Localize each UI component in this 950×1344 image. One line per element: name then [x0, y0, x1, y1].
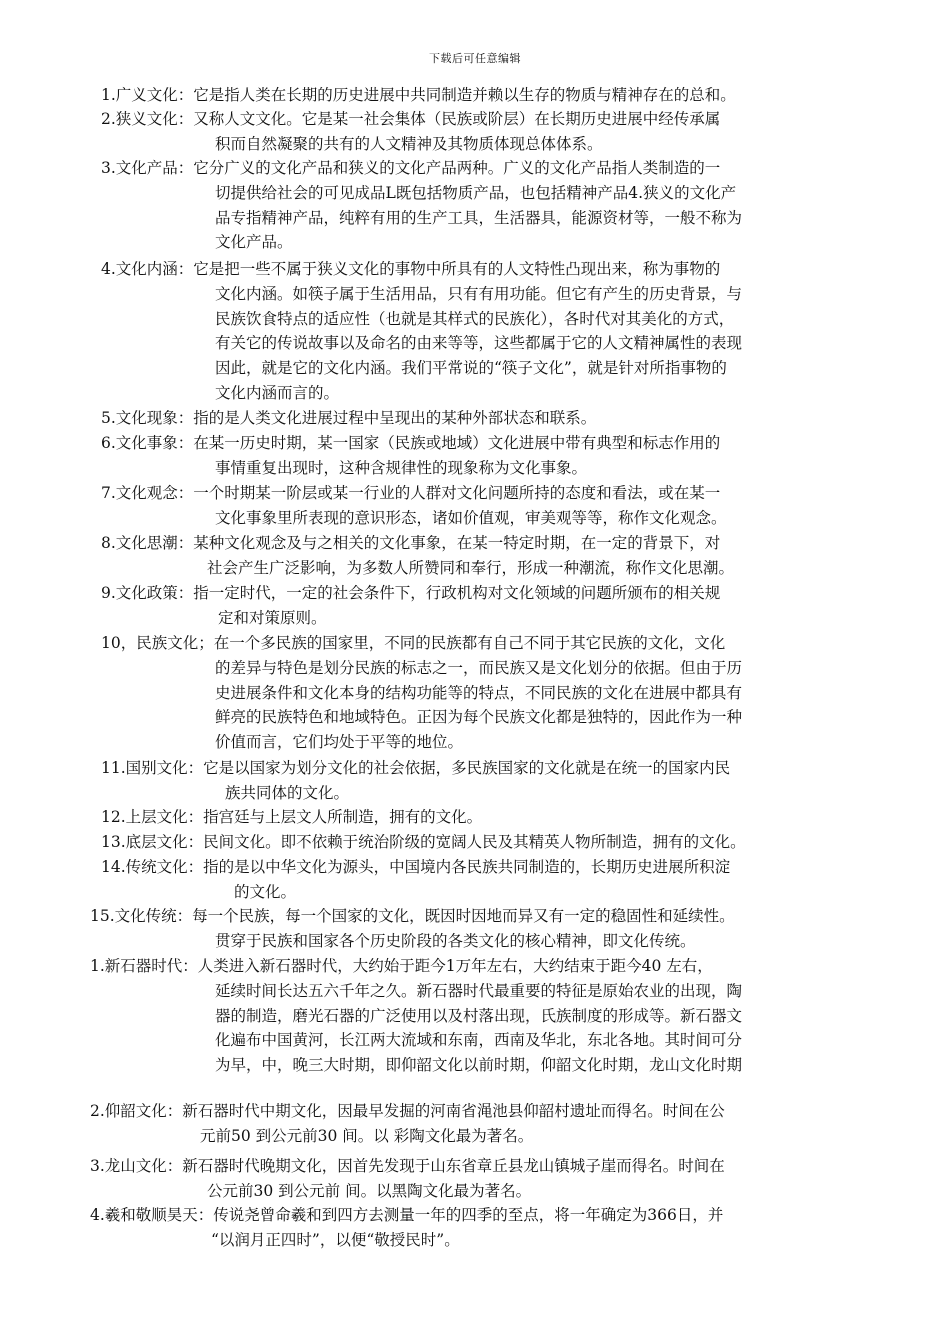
entry-first-line: 4.羲和敬顺昊天：传说尧曾命羲和到四方去测量一年的四季的至点，将一年确定为366日，并: [90, 1206, 724, 1224]
entry-continuation-line: 化遍布中国黄河，长江两大流域和东南，西南及华北，东北各地。其时间可分: [215, 1031, 743, 1050]
entry-continuation-line: 社会产生广泛影响，为多数人所赞同和奉行，形成一种潮流，称作文化思潮。: [207, 558, 735, 577]
entry-continuation-line: 事情重复出现时，这种含规律性的现象称为文化事象。: [215, 458, 588, 477]
entry-first-line: 3.文化产品：它分广义的文化产品和狭义的文化产品两种。广义的文化产品指人类制造的一: [101, 159, 721, 177]
entry-continuation-line: “以润月正四时”，以便“敬授民时”。: [211, 1230, 460, 1249]
entry-first-line: 1.广义文化：它是指人类在长期的历史进展中共同制造并赖以生存的物质与精神存在的总和。: [101, 86, 736, 104]
entry-first-line: 12.上层文化：指宫廷与上层文人所制造，拥有的文化。: [101, 808, 483, 826]
entry-continuation-line: 定和对策原则。: [218, 608, 327, 627]
entry-continuation-line: 民族饮食特点的适应性（也就是其样式的民族化），各时代对其美化的方式，: [215, 309, 735, 328]
entry-continuation-line: 切提供给社会的可见成品L既包括物质产品，也包括精神产品4.狭义的文化产: [215, 183, 737, 202]
page-header: 下载后可任意编辑: [429, 52, 521, 65]
entry-continuation-line: 文化事象里所表现的意识形态，诸如价值观，审美观等等，称作文化观念。: [215, 508, 727, 527]
entry-first-line: 1.新石器时代：人类进入新石器时代，大约始于距今1万年左右，大约结束于距今40 左右，: [90, 957, 713, 975]
entry-continuation-line: 积而自然凝聚的共有的人文精神及其物质体现总体体系。: [215, 134, 603, 153]
entry-first-line: 13.底层文化：民间文化。即不依赖于统治阶级的宽阔人民及其精英人物所制造，拥有的文化。: [101, 833, 746, 851]
entry-continuation-line: 因此，就是它的文化内涵。我们平常说的“筷子文化”，就是针对所指事物的: [215, 359, 727, 378]
entry-first-line: 14.传统文化：指的是以中华文化为源头，中国境内各民族共同制造的，长期历史进展所积淀: [101, 858, 731, 876]
entry-first-line: 6.文化事象：在某一历史时期，某一国家（民族或地域）文化进展中带有典型和标志作用的: [101, 434, 721, 452]
entry-continuation-line: 价值而言，它们均处于平等的地位。: [215, 733, 464, 752]
entry-continuation-line: 鲜亮的民族特色和地域特色。正因为每个民族文化都是独特的，因此作为一种: [215, 708, 743, 727]
entry-continuation-line: 史进展条件和文化本身的结构功能等的特点，不同民族的文化在进展中都具有: [215, 683, 743, 702]
entry-continuation-line: 贯穿于民族和国家各个历史阶段的各类文化的核心精神，即文化传统。: [215, 931, 696, 950]
entry-first-line: 2.仰韶文化：新石器时代中期文化，因最早发掘的河南省渑池县仰韶村遗址而得名。时间在公: [90, 1102, 725, 1120]
entry-first-line: 3.龙山文化：新石器时代晚期文化，因首先发现于山东省章丘县龙山镇城子崖而得名。时间在: [90, 1157, 725, 1175]
entry-continuation-line: 族共同体的文化。: [225, 783, 350, 802]
entry-continuation-line: 文化内涵。如筷子属于生活用品，只有有用功能。但它有产生的历史背景，与: [215, 284, 743, 303]
entry-first-line: 8.文化思潮：某种文化观念及与之相关的文化事象，在某一特定时期，在一定的背景下，对: [101, 534, 721, 552]
entry-first-line: 4.文化内涵：它是把一些不属于狭义文化的事物中所具有的人文特性凸现出来，称为事物的: [101, 260, 721, 278]
entry-first-line: 15.文化传统：每一个民族，每一个国家的文化，既因时因地而异又有一定的稳固性和延续性。: [90, 907, 735, 925]
entry-continuation-line: 的差异与特色是划分民族的标志之一，而民族又是文化划分的依据。但由于历: [215, 658, 743, 677]
entry-continuation-line: 延续时间长达五六千年之久。新石器时代最重要的特征是原始农业的出现，陶: [215, 981, 743, 1000]
entry-continuation-line: 有关它的传说故事以及命名的由来等等，这些都属于它的人文精神属性的表现: [215, 334, 743, 353]
entry-continuation-line: 文化内涵而言的。: [215, 384, 340, 402]
entry-first-line: 9.文化政策：指一定时代，一定的社会条件下，行政机构对文化领域的问题所颁布的相关规: [101, 584, 721, 602]
entry-continuation-line: 的文化。: [234, 882, 297, 901]
entry-continuation-line: 器的制造，磨光石器的广泛使用以及村落出现，氏族制度的形成等。新石器文: [215, 1006, 743, 1025]
entry-first-line: 7.文化观念：一个时期某一阶层或某一行业的人群对文化问题所持的态度和看法，或在某一: [101, 484, 721, 502]
entry-continuation-line: 公元前30 到公元前 间。以黑陶文化最为著名。: [207, 1181, 532, 1200]
entry-first-line: 11.国别文化：它是以国家为划分文化的社会依据，多民族国家的文化就是在统一的国家内民: [101, 759, 731, 777]
entry-first-line: 10，民族文化；在一个多民族的国家里，不同的民族都有自己不同于其它民族的文化，文化: [101, 634, 726, 652]
entry-first-line: 5.文化现象：指的是人类文化进展过程中呈现出的某种外部状态和联系。: [101, 409, 597, 427]
entry-continuation-line: 为早，中，晚三大时期，即仰韶文化以前时期，仰韶文化时期，龙山文化时期: [215, 1056, 743, 1075]
entry-first-line: 2.狭义文化：又称人文文化。它是某一社会集体（民族或阶层）在长期历史进展中经传承属: [101, 110, 721, 128]
entry-continuation-line: 元前50 到公元前30 间。以 彩陶文化最为著名。: [200, 1126, 534, 1145]
entry-continuation-line: 文化产品。: [215, 233, 293, 252]
entry-continuation-line: 品专指精神产品，纯粹有用的生产工具，生活器具，能源资材等，一般不称为: [215, 208, 743, 227]
